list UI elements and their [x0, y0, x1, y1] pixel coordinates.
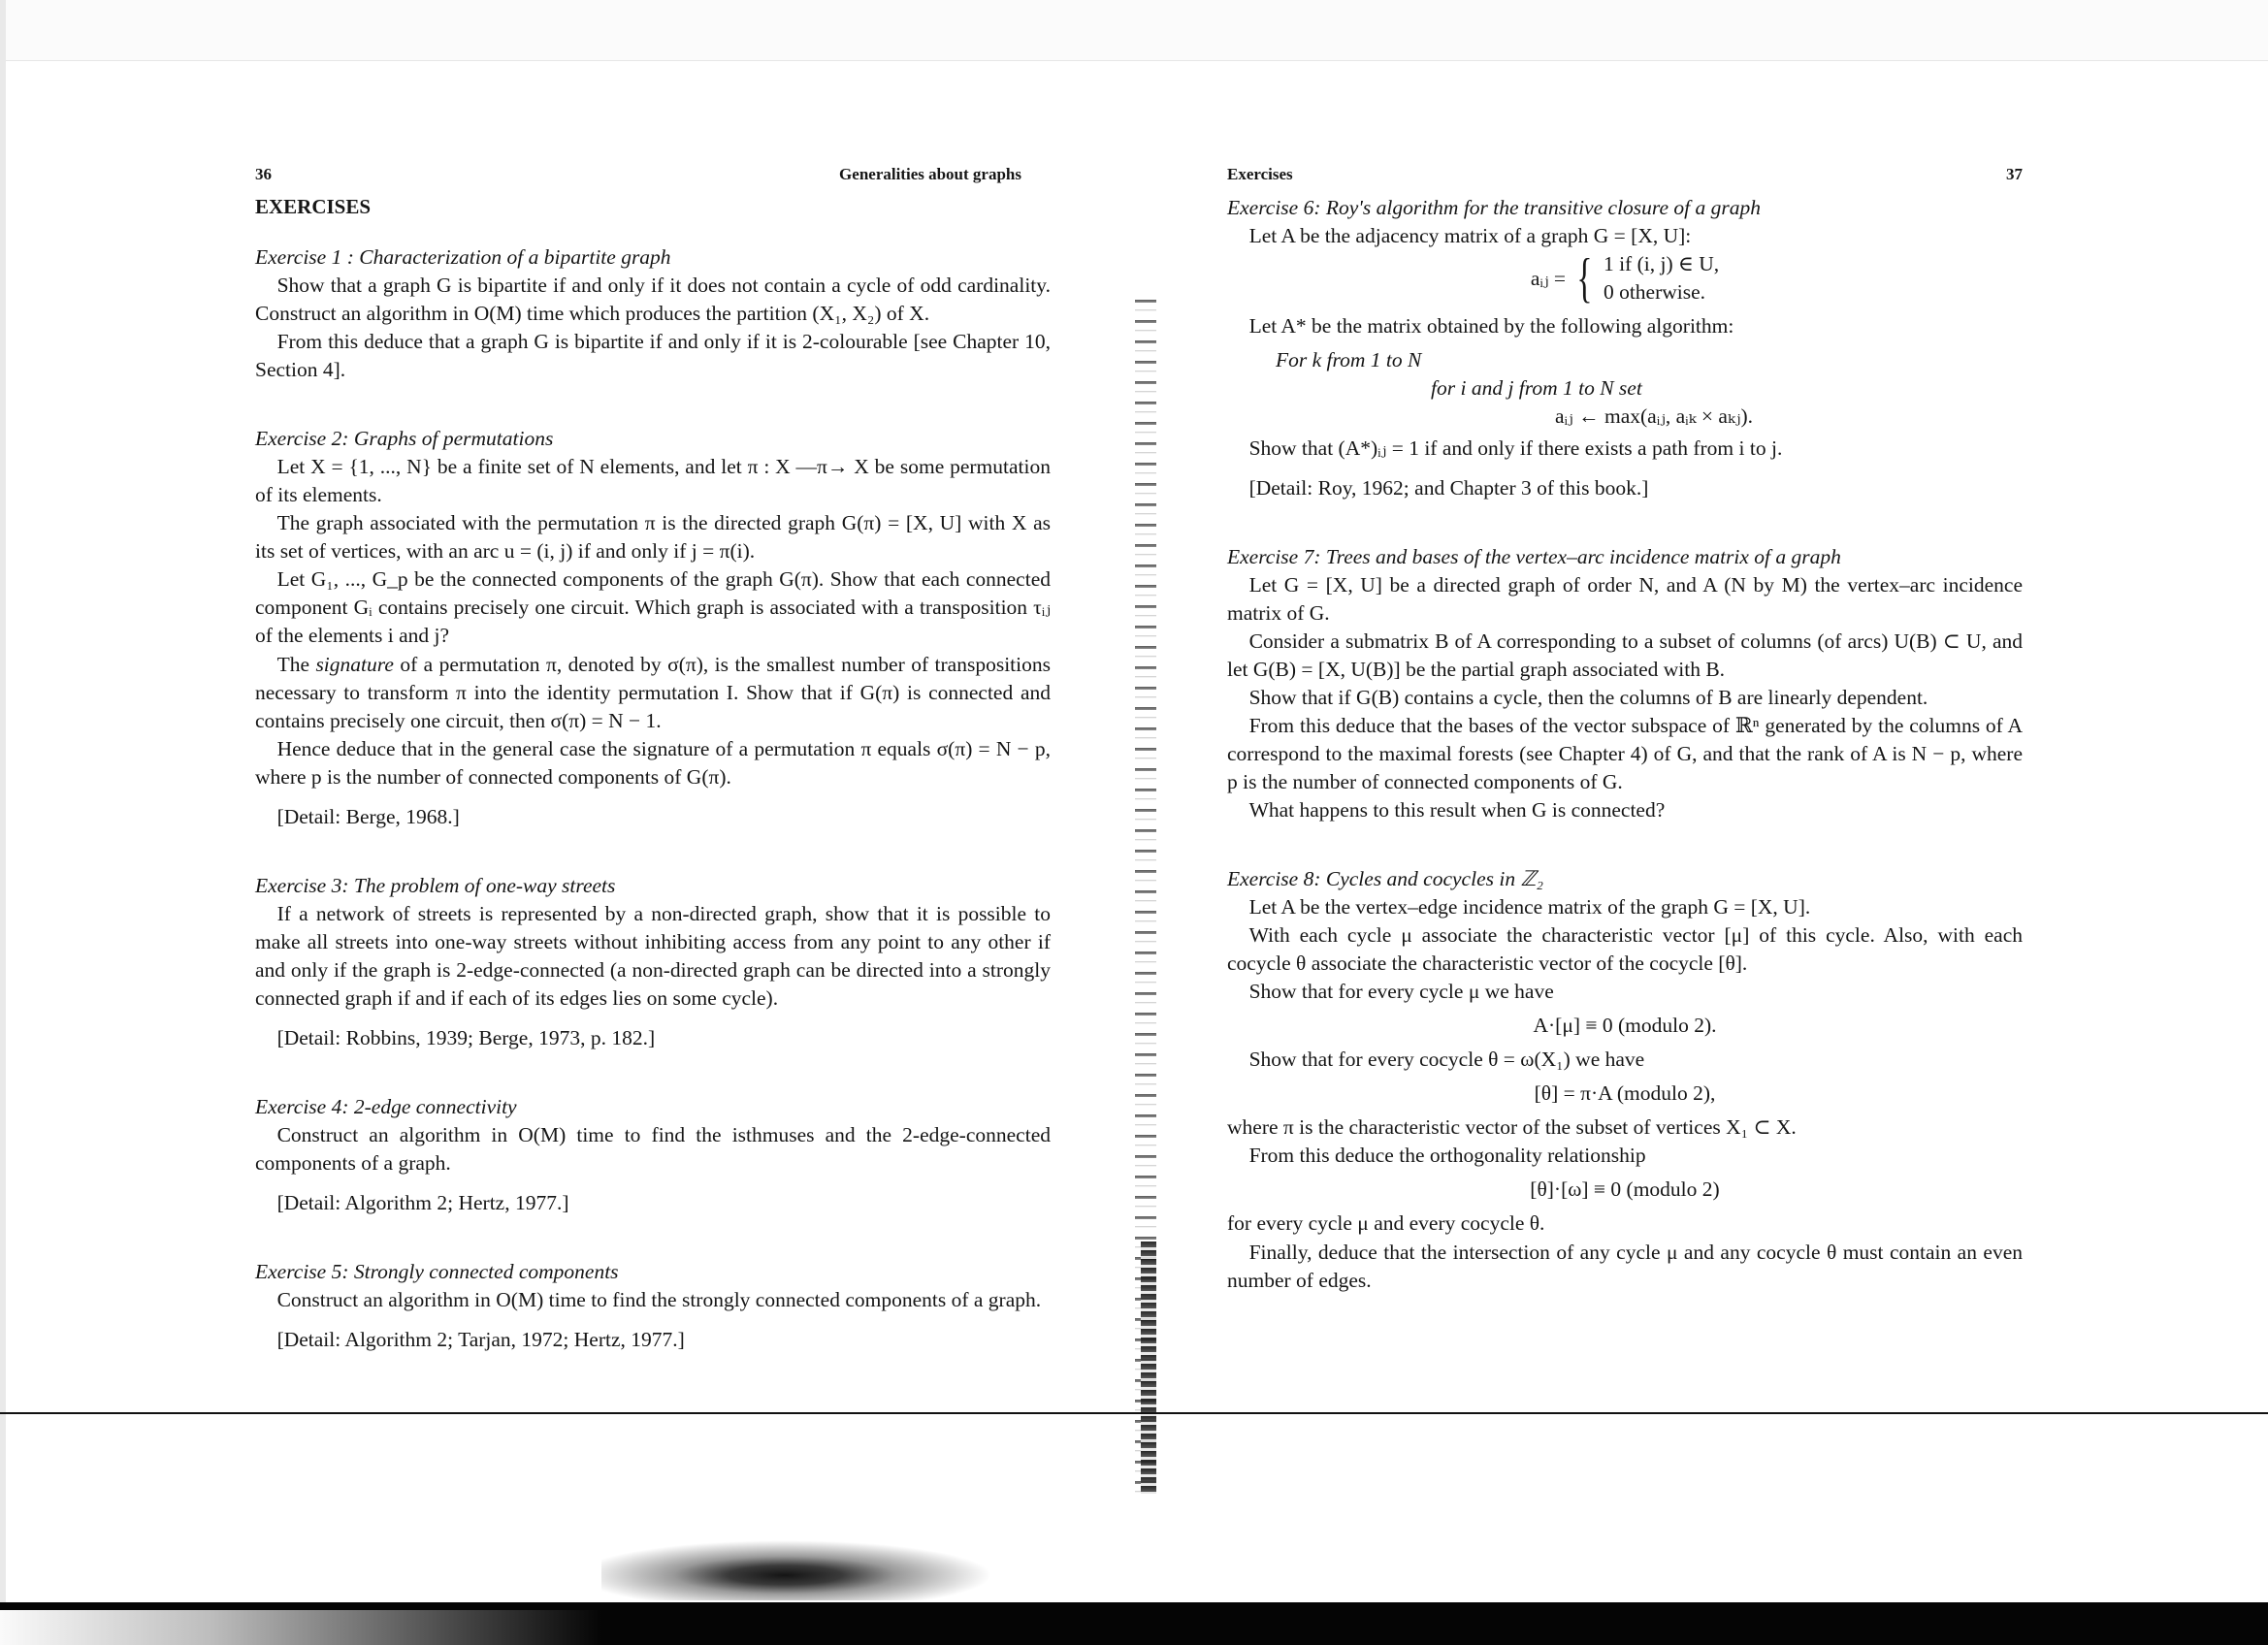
exercise-paragraph: Show that if G(B) contains a cycle, then the columns of B are linearly dependent. — [1248, 686, 1928, 710]
scan-smudge — [601, 1537, 1009, 1600]
display-equation: [θ]·[ω] ≡ 0 (modulo 2) — [1530, 1177, 1720, 1202]
scan-top-margin — [0, 0, 2268, 61]
detail-reference: [Detail: Robbins, 1939; Berge, 1973, p. 182.] — [276, 1025, 656, 1049]
exercise-paragraph: From this deduce that a graph G is bipartite if and only if it is 2-colourable [see Chapter 10, Section 4]. — [255, 330, 1051, 382]
exercise-paragraph: Finally, deduce that the intersection of any cycle μ and any cocycle θ must contain an even number of edges. — [1227, 1240, 2023, 1292]
detail-reference: [Detail: Berge, 1968.] — [276, 804, 460, 828]
exercise-paragraph: Let G = [X, U] be a directed graph of order N, and A (N by M) the vertex–arc incidence matrix of G. — [1227, 573, 2023, 626]
scan-left-edge — [0, 0, 6, 1645]
exercise-paragraph: With each cycle μ associate the characteristic vector [μ] of this cycle. Also, with each cocycle θ associate the characteristic vector of the cocycle [θ]. — [1227, 923, 2023, 976]
brace-symbol: { — [1576, 248, 1593, 309]
exercise-title: Exercise 1 : Characterization of a bipartite graph — [255, 245, 671, 270]
page-number: 36 — [255, 165, 272, 183]
exercise-title: Exercise 5: Strongly connected components — [255, 1259, 619, 1283]
exercise-paragraph — [255, 651, 1051, 735]
page-number: 37 — [2006, 165, 2023, 183]
emphasis-term: signature — [315, 652, 394, 676]
adjacency-definition-equation — [1227, 248, 2023, 309]
exercise-title: Exercise 4: 2-edge connectivity — [255, 1094, 517, 1118]
exercises-heading: EXERCISES — [255, 195, 372, 218]
right-running-head — [1227, 165, 2023, 194]
detail-reference: [Detail: Roy, 1962; and Chapter 3 of this book.] — [1248, 476, 1649, 500]
cases-equation — [1530, 248, 1720, 309]
algorithm-line: For k from 1 to N — [1276, 348, 1422, 372]
exercise-title: Exercise 2: Graphs of permutations — [255, 427, 554, 451]
scan-bottom-gradient — [0, 1610, 601, 1645]
left-running-head — [255, 165, 1051, 194]
exercise-paragraph: From this deduce the orthogonality relationship — [1248, 1144, 1646, 1168]
equation-case: 1 if (i, j) ∈ U, — [1603, 252, 1720, 276]
exercise-paragraph: Hence deduce that in the general case the signature of a permutation π equals σ(π) = N − p, where p is the number of connected components of G(π). — [255, 736, 1051, 789]
exercise-paragraph: Let X = {1, ..., N} be a finite set of N elements, and let π : X —π→ X be some permutation of its elements. — [255, 455, 1051, 507]
display-equation: [θ] = π·A (modulo 2), — [1534, 1081, 1716, 1106]
exercise-title: Exercise 3: The problem of one-way streets — [255, 873, 616, 897]
detail-reference: [Detail: Algorithm 2; Hertz, 1977.] — [276, 1190, 569, 1214]
exercise-title: Exercise 6: Roy's algorithm for the transitive closure of a graph — [1227, 196, 1761, 219]
exercise-paragraph: Construct an algorithm in O(M) time to find the isthmuses and the 2-edge-connected components of a graph. — [255, 1122, 1051, 1175]
exercise-paragraph: Show that for every cycle μ we have — [1248, 980, 1554, 1004]
exercise-paragraph: Let G₁, ..., G_p be the connected components of the graph G(π). Show that each connected component Gᵢ contains precisely one circuit. Which graph is associated with a transposition τᵢⱼ of the elements i and j? — [255, 567, 1051, 648]
exercise-paragraph: Show that a graph G is bipartite if and only if it does not contain a cycle of odd cardinality. Construct an algorithm in O(M) time which produces the partition (X₁, X₂) of X. — [255, 274, 1051, 326]
equation-case: 0 otherwise. — [1603, 280, 1706, 305]
exercise-paragraph: Let A be the vertex–edge incidence matrix of the graph G = [X, U]. — [1248, 895, 1811, 919]
running-title: Generalities about graphs — [839, 165, 1021, 183]
detail-reference: [Detail: Algorithm 2; Tarjan, 1972; Hertz, 1977.] — [276, 1327, 685, 1351]
exercise-paragraph: Let A be the adjacency matrix of a graph G = [X, U]: — [1248, 224, 1692, 248]
scan-artifact-line — [0, 1412, 2268, 1414]
exercise-paragraph: for every cycle μ and every cocycle θ. — [1227, 1211, 1545, 1236]
equation-cases — [1604, 250, 1719, 306]
exercise-paragraph: Show that (A*)ᵢⱼ = 1 if and only if there exists a path from i to j. — [1248, 436, 1783, 461]
exercise-paragraph: where π is the characteristic vector of the subset of vertices X₁ ⊂ X. — [1227, 1115, 1797, 1140]
right-page — [1227, 165, 2023, 1295]
display-equation: A·[μ] ≡ 0 (modulo 2). — [1533, 1014, 1717, 1038]
exercise-paragraph: What happens to this result when G is connected? — [1248, 798, 1666, 822]
exercise-paragraph: Show that for every cocycle θ = ω(X₁) we have — [1248, 1048, 1645, 1072]
left-page — [255, 165, 1051, 1354]
text-run: The — [276, 652, 316, 676]
text-run: of a permutation π, denoted by σ(π), is the smallest number of transpositions necessary to transform π into the identity permutation I. Show that if G(π) is connected and contains precisely one circuit, then σ(π) = N − 1. — [255, 652, 1051, 732]
exercise-paragraph: The graph associated with the permutation π is the directed graph G(π) = [X, U] with X as its set of vertices, with an arc u = (i, j) if and only if j = π(i). — [255, 511, 1051, 564]
exercise-paragraph: If a network of streets is represented by a non-directed graph, show that it is possible to make all streets into one-way streets without inhibiting access from any point to any other if and only if the graph is 2-edge-connected (a non-directed graph can be directed into a strongly connected graph if and if each of its edges lies on some cycle). — [255, 901, 1051, 1010]
exercise-paragraph: Let A* be the matrix obtained by the following algorithm: — [1248, 314, 1734, 339]
running-title: Exercises — [1227, 165, 1293, 183]
exercise-paragraph: Consider a submatrix B of A corresponding to a subset of columns (of arcs) U(B) ⊂ U, and let G(B) = [X, U(B)] be the partial graph associated with B. — [1227, 629, 2023, 682]
algorithm-line: aᵢⱼ ← max(aᵢⱼ, aᵢₖ × aₖⱼ). — [1554, 404, 1754, 429]
equation-lhs: aᵢⱼ = — [1530, 266, 1567, 290]
algorithm-line: for i and j from 1 to N set — [1431, 376, 1642, 401]
book-gutter-shadow — [1141, 1242, 1156, 1494]
exercise-title: Exercise 7: Trees and bases of the vertex–arc incidence matrix of a graph — [1227, 545, 1841, 569]
exercise-title: Exercise 8: Cycles and cocycles in ℤ₂ — [1227, 867, 1543, 891]
exercise-paragraph: Construct an algorithm in O(M) time to find the strongly connected components of a graph. — [276, 1287, 1042, 1311]
exercise-paragraph: From this deduce that the bases of the vector subspace of ℝⁿ generated by the columns of A correspond to the maximal forests (see Chapter 4) of G, and that the rank of A is N − p, where p is the number of connected components of G. — [1227, 714, 2023, 794]
